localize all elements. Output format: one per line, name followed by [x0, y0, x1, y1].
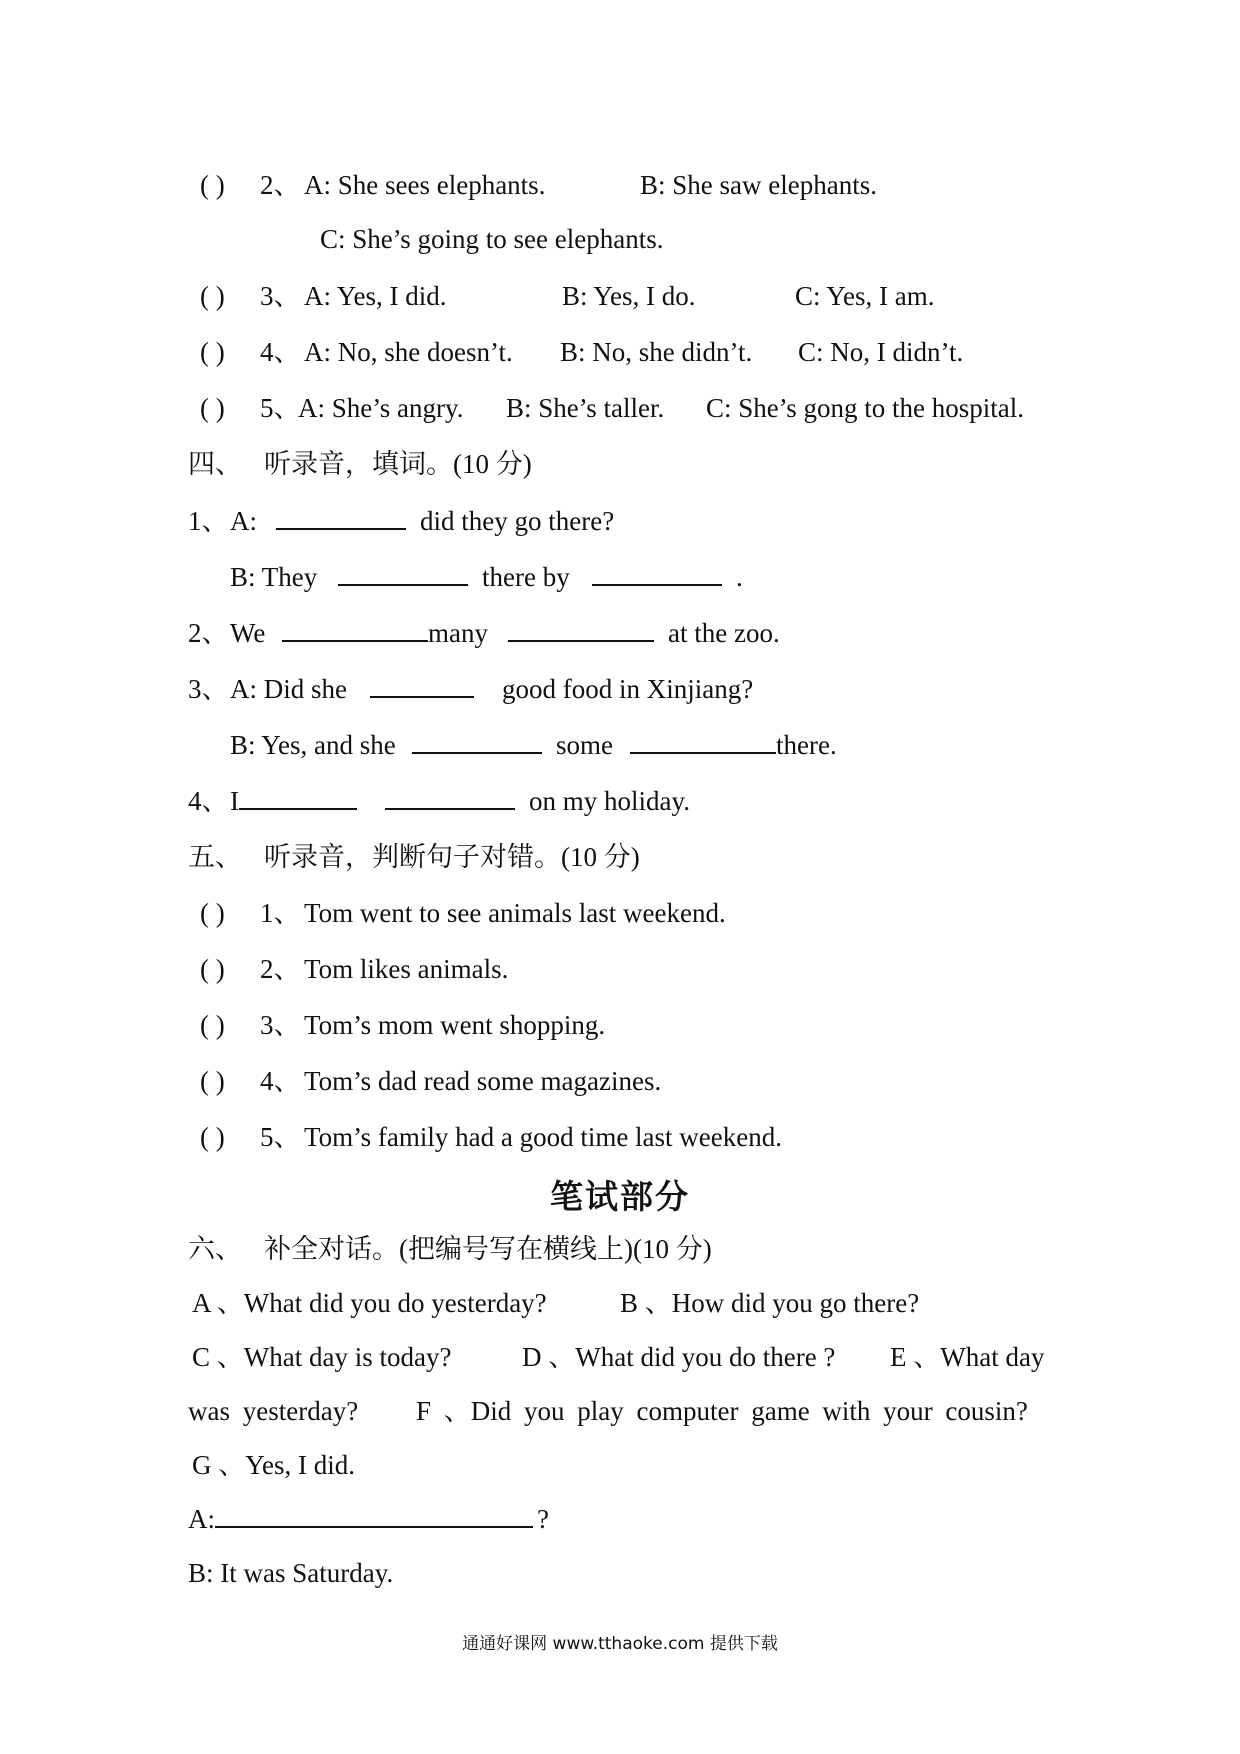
option-c: C: She’s gong to the hospital.	[706, 393, 1025, 423]
s6-options-row-1	[192, 1286, 919, 1320]
option-a: A: Yes, I did.	[304, 281, 447, 311]
s5-item-4	[200, 1064, 661, 1098]
question-number: 5、	[260, 393, 301, 423]
s6-options-row-3	[188, 1394, 1028, 1428]
suffix-text: did they go there?	[420, 506, 615, 536]
section-4-heading	[188, 447, 532, 481]
s3-q3-line	[200, 279, 935, 313]
section-number: 六、	[188, 1234, 242, 1264]
option-f: F 、Did you play computer game with your cousin?	[416, 1396, 1028, 1426]
question-number: 2、	[260, 170, 301, 200]
question-number: 4、	[188, 786, 229, 816]
item-number: 2、	[260, 954, 301, 984]
answer-paren[interactable]: ( )	[200, 898, 225, 928]
fill-blank[interactable]	[338, 560, 468, 586]
s3-q2-line2	[320, 222, 663, 256]
suffix-text: .	[736, 562, 743, 592]
prefix-text: B: Yes, and she	[230, 730, 396, 760]
option-b: B: She saw elephants.	[640, 170, 877, 200]
s4-q3b-line	[230, 728, 837, 762]
fill-blank[interactable]	[370, 672, 474, 698]
question-number: 3、	[188, 674, 229, 704]
s3-q5-line	[200, 391, 1024, 425]
question-mark: ?	[537, 1504, 549, 1534]
item-number: 3、	[260, 1010, 301, 1040]
section-instructions: 补全对话。(把编号写在横线上)(10 分)	[264, 1234, 712, 1264]
s6-dialog-a	[188, 1502, 549, 1536]
middle-text: many	[428, 618, 488, 648]
option-e: E 、What day	[890, 1342, 1045, 1372]
option-e-continued: was yesterday?	[188, 1396, 359, 1426]
prefix-text: I	[230, 786, 239, 816]
prefix-text: B: They	[230, 562, 318, 592]
option-d: D 、What did you do there ?	[522, 1342, 836, 1372]
section-6-heading	[188, 1232, 712, 1266]
item-number: 1、	[260, 898, 301, 928]
prefix-text: A:	[230, 506, 257, 536]
s4-q1b-line	[230, 560, 743, 594]
speaker-a: A:	[188, 1504, 215, 1534]
question-number: 2、	[188, 618, 229, 648]
section-number: 五、	[188, 842, 242, 872]
suffix-text: good food in Xinjiang?	[502, 674, 754, 704]
fill-blank[interactable]	[239, 784, 357, 810]
section-instructions: 听录音，判断句子对错。(10 分)	[264, 842, 640, 872]
s5-item-1	[200, 896, 726, 930]
section-instructions: 听录音，填词。(10 分)	[264, 449, 532, 479]
s4-q3a-line	[188, 672, 753, 706]
option-c: C: No, I didn’t.	[798, 337, 964, 367]
answer-paren[interactable]: ( )	[200, 281, 225, 311]
option-b: B 、How did you go there?	[620, 1288, 920, 1318]
s6-options-row-2	[192, 1340, 1044, 1374]
suffix-text: there.	[776, 730, 837, 760]
question-number: 3、	[260, 281, 301, 311]
option-c: C: Yes, I am.	[795, 281, 935, 311]
fill-blank[interactable]	[276, 504, 406, 530]
item-text: Tom’s dad read some magazines.	[304, 1066, 662, 1096]
answer-paren[interactable]: ( )	[200, 1122, 225, 1152]
s5-item-5	[200, 1120, 782, 1154]
section-5-heading	[188, 840, 640, 874]
fill-blank[interactable]	[412, 728, 542, 754]
question-number: 1、	[188, 506, 229, 536]
speaker-b-line: B: It was Saturday.	[188, 1558, 394, 1588]
s4-q2-line	[188, 616, 780, 650]
answer-paren[interactable]: ( )	[200, 1010, 225, 1040]
prefix-text: A: Did she	[230, 674, 347, 704]
option-g: G 、Yes, I did.	[192, 1450, 356, 1480]
option-c: C 、What day is today?	[192, 1342, 452, 1372]
option-b: B: No, she didn’t.	[560, 337, 753, 367]
written-part-title: 笔试部分	[550, 1180, 690, 1216]
question-number: 4、	[260, 337, 301, 367]
option-c: C: She’s going to see elephants.	[320, 224, 664, 254]
s5-item-2	[200, 952, 508, 986]
section-number: 四、	[188, 449, 242, 479]
fill-blank[interactable]	[282, 616, 428, 642]
s6-options-row-4	[192, 1448, 355, 1482]
answer-paren[interactable]: ( )	[200, 954, 225, 984]
suffix-text: at the zoo.	[668, 618, 780, 648]
option-a: A 、What did you do yesterday?	[192, 1288, 547, 1318]
fill-blank[interactable]	[630, 728, 776, 754]
s4-q4-line	[188, 784, 690, 818]
middle-text: some	[556, 730, 613, 760]
item-number: 5、	[260, 1122, 301, 1152]
option-a: A: She’s angry.	[298, 393, 464, 423]
option-a: A: No, she doesn’t.	[304, 337, 513, 367]
option-b: B: Yes, I do.	[562, 281, 696, 311]
option-b: B: She’s taller.	[506, 393, 665, 423]
s6-dialog-b	[188, 1556, 393, 1590]
item-text: Tom’s family had a good time last weekend.	[304, 1122, 782, 1152]
prefix-text: We	[230, 618, 266, 648]
fill-blank[interactable]	[385, 784, 515, 810]
s4-q1a-line	[188, 504, 614, 538]
answer-paren[interactable]: ( )	[200, 337, 225, 367]
answer-paren[interactable]: ( )	[200, 393, 225, 423]
fill-blank[interactable]	[508, 616, 654, 642]
suffix-text: on my holiday.	[529, 786, 690, 816]
option-a: A: She sees elephants.	[304, 170, 546, 200]
page-footer: 通通好课网 www.tthaoke.com 提供下载	[462, 1634, 778, 1654]
s5-item-3	[200, 1008, 605, 1042]
item-text: Tom’s mom went shopping.	[304, 1010, 606, 1040]
answer-paren[interactable]: ( )	[200, 1066, 225, 1096]
item-text: Tom went to see animals last weekend.	[304, 898, 726, 928]
fill-blank[interactable]	[592, 560, 722, 586]
s3-q2-line	[200, 168, 877, 202]
item-text: Tom likes animals.	[304, 954, 509, 984]
fill-blank[interactable]	[215, 1502, 533, 1528]
middle-text: there by	[482, 562, 570, 592]
s3-q4-line	[200, 335, 963, 369]
answer-paren[interactable]: ( )	[200, 170, 225, 200]
item-number: 4、	[260, 1066, 301, 1096]
